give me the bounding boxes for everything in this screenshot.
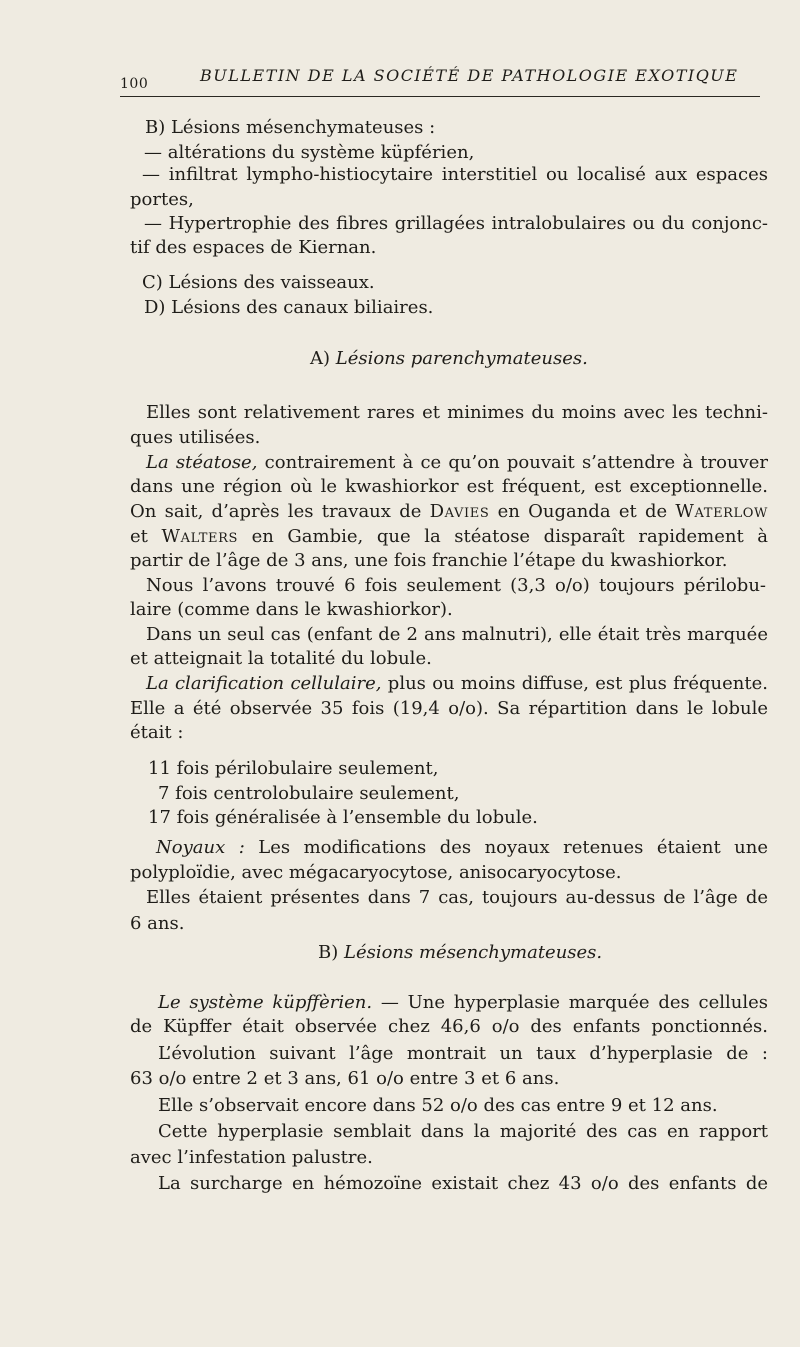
heading-title: Lésions parenchymateuses. [335, 348, 588, 369]
term: La stéatose, [146, 452, 258, 473]
text-line: dans une région où le kwashiorkor est fréquent, est exceptionnelle. [130, 476, 768, 497]
text-line: — infiltrat lympho-histiocytaire interstitiel ou localisé aux espaces [142, 164, 768, 185]
text-line: polyploïdie, avec mégacaryocytose, anisocaryocytose. [130, 862, 622, 883]
section-heading-b [318, 941, 602, 965]
text-run: plus ou moins diffuse, est plus fréquente. [381, 673, 768, 694]
text-line: — Hypertrophie des fibres grillagées intralobulaires ou du conjonc- [144, 213, 768, 234]
text-run: — Une hyperplasie marquée des cellules [372, 992, 768, 1013]
list-item: 7 fois centrolobulaire seulement, [158, 783, 460, 804]
text-line [156, 836, 768, 860]
text-line: ques utilisées. [130, 427, 261, 448]
text-line: tif des espaces de Kiernan. [130, 237, 377, 258]
text-run: Les modifications des noyaux retenues étaient une [244, 837, 768, 858]
text-line: — altérations du système küpférien, [144, 142, 475, 163]
text-line: Nous l’avons trouvé 6 fois seulement (3,3 o/o) toujours périlobu- [146, 575, 766, 596]
text-line: Elles sont relativement rares et minimes du moins avec les techni- [146, 402, 768, 423]
running-title: BULLETIN DE LA SOCIÉTÉ DE PATHOLOGIE EXOTIQUE [200, 66, 739, 85]
list-item: 17 fois généralisée à l’ensemble du lobule. [148, 807, 538, 828]
section-heading-a [310, 347, 588, 371]
text-line: Cette hyperplasie semblait dans la majorité des cas en rapport [158, 1121, 768, 1142]
text-run: contrairement à ce qu’on pouvait s’attendre à trouver [257, 452, 768, 473]
author-name: Davies [429, 501, 490, 522]
heading-label: A) [310, 348, 336, 369]
text-line: et atteignait la totalité du lobule. [130, 648, 432, 669]
text-line: partir de l’âge de 3 ans, une fois franchie l’étape du kwashiorkor. [130, 550, 728, 571]
text-line [130, 500, 768, 524]
text-line: 63 o/o entre 2 et 3 ans, 61 o/o entre 3 et 6 ans. [130, 1068, 560, 1089]
term: La clarification cellulaire, [146, 673, 382, 694]
text-line: La surcharge en hémozoïne existait chez 43 o/o des enfants de [158, 1173, 768, 1194]
author-name: Walters [161, 526, 239, 547]
text-line: Dans un seul cas (enfant de 2 ans malnutri), elle était très marquée [146, 624, 768, 645]
heading-label: B) [318, 942, 344, 963]
text-line: avec l’infestation palustre. [130, 1147, 373, 1168]
text-line: Elle a été observée 35 fois (19,4 o/o). Sa répartition dans le lobule [130, 698, 768, 719]
text-line: 6 ans. [130, 913, 185, 934]
text-line [130, 525, 768, 549]
page-header [120, 62, 760, 97]
text-run: et [130, 526, 162, 547]
text-run: en Gambie, que la stéatose disparaît rapidement à [238, 526, 769, 547]
author-name: Waterlow [675, 501, 769, 522]
text-line [146, 451, 768, 475]
text-line: C) Lésions des vaisseaux. [142, 272, 375, 293]
text-run: en Ouganda et de [489, 501, 676, 522]
text-run: On sait, d’après les travaux de [130, 501, 430, 522]
list-item: 11 fois périlobulaire seulement, [148, 758, 439, 779]
text-line: Elles étaient présentes dans 7 cas, toujours au-dessus de l’âge de [146, 887, 768, 908]
heading-title: Lésions mésenchymateuses. [343, 942, 603, 963]
text-line [146, 672, 768, 696]
text-line: laire (comme dans le kwashiorkor). [130, 599, 453, 620]
text-line: de Küpffer était observée chez 46,6 o/o des enfants ponctionnés. [130, 1016, 768, 1037]
text-line: L’évolution suivant l’âge montrait un taux d’hyperplasie de : [158, 1043, 768, 1064]
page-number: 100 [120, 76, 149, 92]
text-line: Elle s’observait encore dans 52 o/o des cas entre 9 et 12 ans. [158, 1095, 718, 1116]
term: Noyaux : [156, 837, 245, 858]
text-line [158, 991, 768, 1015]
text-line: D) Lésions des canaux biliaires. [144, 297, 434, 318]
text-line: portes, [130, 189, 194, 210]
text-line: était : [130, 722, 184, 743]
text-line: B) Lésions mésenchymateuses : [145, 117, 436, 138]
term: Le système küpffèrien. [158, 992, 373, 1013]
